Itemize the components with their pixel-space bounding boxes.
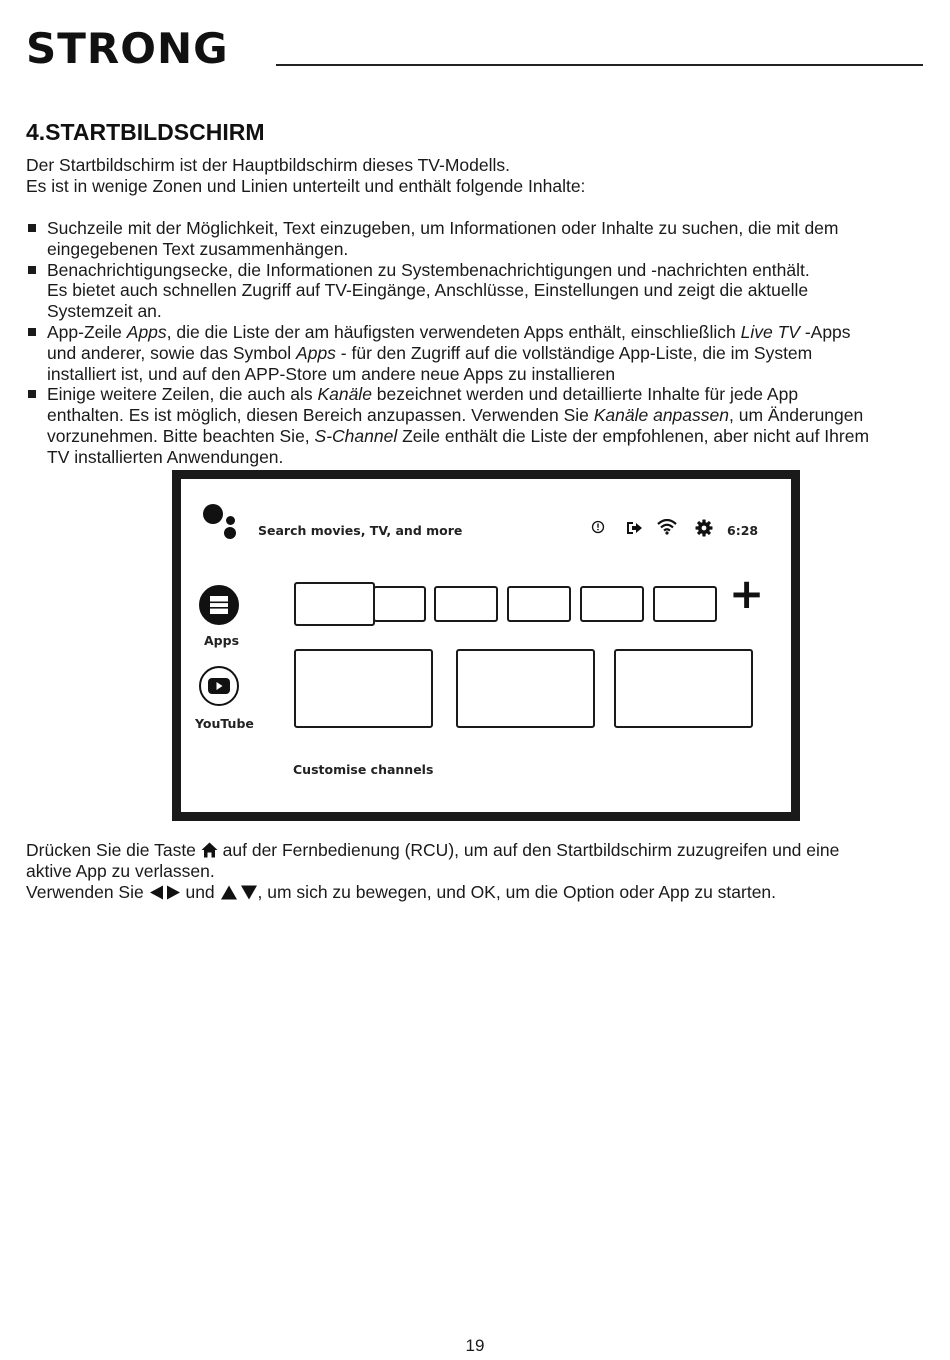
app-tile[interactable] <box>373 586 426 622</box>
intro-paragraph <box>26 155 585 197</box>
app-tile[interactable] <box>434 586 498 622</box>
bullet-square-icon <box>28 266 36 274</box>
list-item: Benachrichtigungsecke, die Informationen zu Systembenachrichtigungen und -nachrichten enthält. Es bietet auch schnellen Zugriff auf TV-Eingänge, Anschlüsse, Einstellungen und zeigt die aktuelle Systemzeit an. <box>26 260 926 322</box>
clock: 6:28 <box>727 523 759 538</box>
channel-card[interactable] <box>614 649 753 728</box>
nav-label-apps: Apps <box>204 633 240 648</box>
home-icon <box>201 842 218 858</box>
bullet-square-icon <box>28 390 36 398</box>
channel-card[interactable] <box>456 649 595 728</box>
bullet-square-icon <box>28 328 36 336</box>
youtube-button[interactable] <box>199 666 239 706</box>
app-tile[interactable] <box>580 586 644 622</box>
app-tile[interactable] <box>653 586 717 622</box>
apps-grid-icon <box>201 587 237 623</box>
list-item: Einige weitere Zeilen, die auch als Kanäle bezeichnet werden und detaillierte Inhalte für jede App enthalten. Es ist möglich, diesen Bereich anzupassen. Verwenden Sie Kanäle anpassen, um Änderungen vorzunehmen. Bitte beachten Sie, S-Channel Zeile enthält die Liste der empfohlenen, aber nicht auf Ihrem TV installierten Anwendungen. <box>26 384 926 467</box>
input-source-icon[interactable] <box>625 520 643 536</box>
notification-icon[interactable] <box>591 520 605 534</box>
instructions-paragraph: Drücken Sie die Taste auf der Fernbedienung (RCU), um auf den Startbildschirm zuzugreifen und eine aktive App zu verlassen. Verwenden Sie und , um sich zu bewegen, und OK, um die Option oder App zu starten. <box>26 840 840 902</box>
add-app-button[interactable]: + <box>729 569 765 618</box>
page-number: 19 <box>465 1336 485 1355</box>
intro-line: Es ist in wenige Zonen und Linien unterteilt und enthält folgende Inhalte: <box>26 176 586 196</box>
up-down-arrows-icon <box>220 885 258 900</box>
app-tile-focused[interactable] <box>294 582 375 626</box>
bullet-square-icon <box>28 224 36 232</box>
youtube-play-icon <box>201 668 237 704</box>
nav-label-youtube: YouTube <box>195 716 254 731</box>
search-bar[interactable]: Search movies, TV, and more <box>258 523 463 538</box>
wifi-icon[interactable] <box>657 519 677 535</box>
header-rule <box>276 64 923 66</box>
home-screen-illustration <box>172 470 800 821</box>
app-tile[interactable] <box>507 586 571 622</box>
left-right-arrows-icon <box>149 885 181 900</box>
settings-gear-icon[interactable] <box>695 519 713 537</box>
list-item: Suchzeile mit der Möglichkeit, Text einzugeben, um Informationen oder Inhalte zu suchen, die mit dem eingegebenen Text zusammenhängen. <box>26 218 926 260</box>
channel-card[interactable] <box>294 649 433 728</box>
intro-line: Der Startbildschirm ist der Hauptbildschirm dieses TV-Modells. <box>26 155 511 175</box>
feature-list <box>26 218 926 468</box>
strong-logo: STRONG <box>26 24 229 73</box>
list-item: App-Zeile Apps, die die Liste der am häufigsten verwendeten Apps enthält, einschließlich Live TV -Apps und anderer, sowie das Symbol Apps - für den Zugriff auf die vollständige App-Liste, die im System installiert ist, und auf den APP-Store um andere neue Apps zu installieren <box>26 322 926 384</box>
customise-channels-button[interactable]: Customise channels <box>293 762 434 777</box>
apps-button[interactable] <box>199 585 239 625</box>
page-title: 4.STARTBILDSCHIRM <box>26 119 265 145</box>
